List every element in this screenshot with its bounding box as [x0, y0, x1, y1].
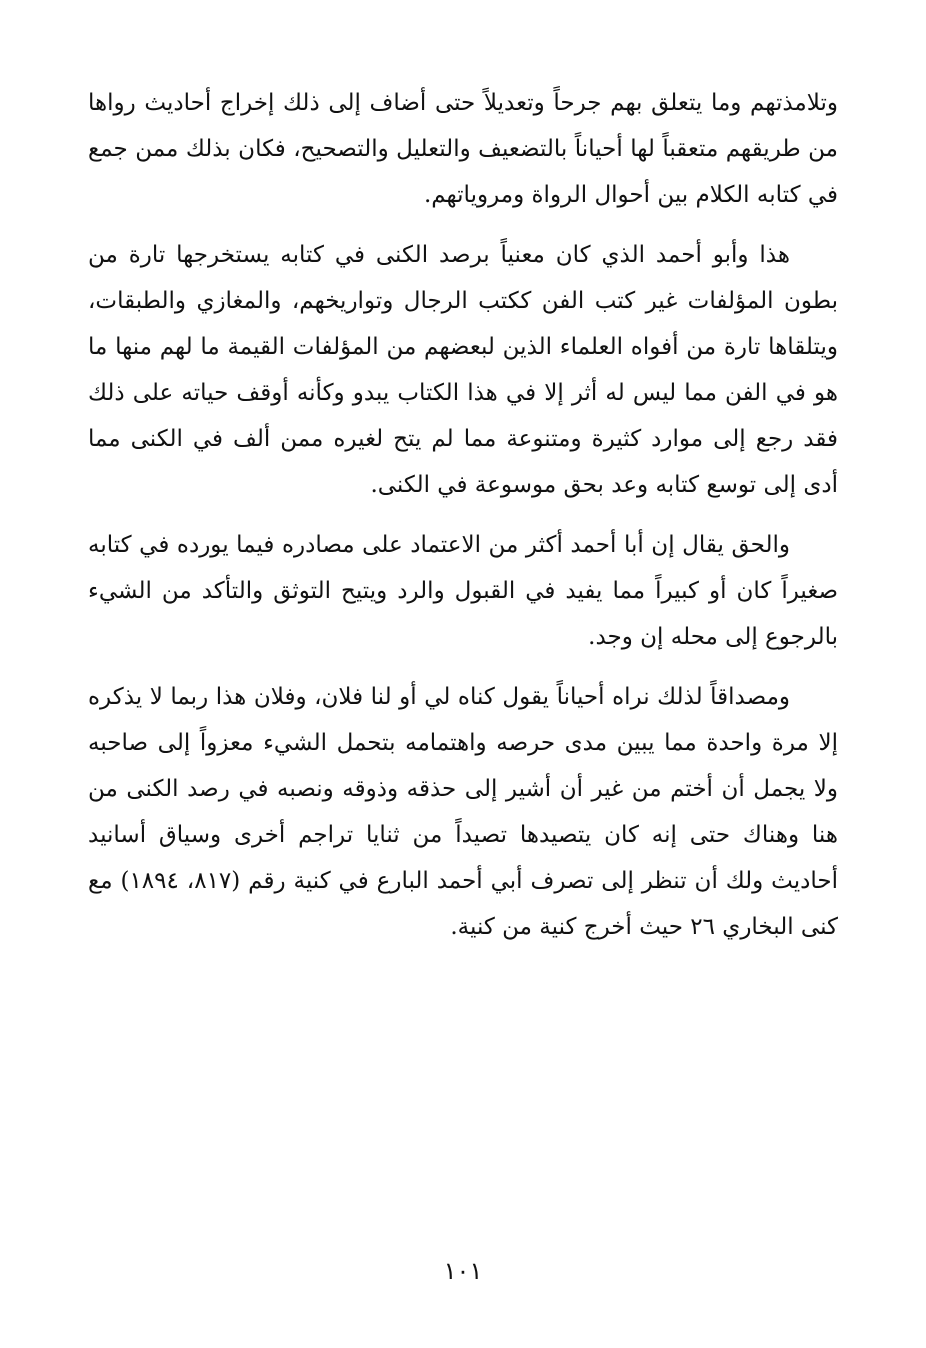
- paragraph-abu-ahmad-sources: هذا وأبو أحمد الذي كان معنياً برصد الكنى في كتابه يستخرجها تارة من بطون المؤلفات غير كتب الفن ككتب الرجال وتواريخهم، والمغازي والطبقات، ويتلقاها تارة من أفواه العلماء الذين لبعضهم من المؤلفات القيمة ما لهم منها ما هو في الفن مما ليس له أثر إلا في هذا الكتاب يبدو وكأنه أوقف حياته على ذلك فقد رجع إلى موارد كثيرة ومتنوعة مما لم يتح لغيره ممن ألف في الكنى مما أدى إلى توسع كتابه وعد بحق موسوعة في الكنى.: [88, 242, 838, 498]
- paragraph-evidence-examples: ومصداقاً لذلك نراه أحياناً يقول كناه لي أو لنا فلان، وفلان هذا ربما لا يذكره إلا مرة واحدة مما يبين مدى حرصه واهتمامه بتحمل الشيء معزواً إلى صاحبه ولا يجمل أن أختم من غير أن أشير إلى حذقه وذوقه ونصبه في رصد الكنى من هنا وهناك حتى إنه كان يتصيدها تصيداً من ثنايا تراجم أخرى وسياق أسانيد أحاديث ولك أن تنظر إلى تصرف أبي أحمد البارع في كنية رقم (٨١٧، ١٨٩٤) مع كنى البخاري ٢٦ حيث أخرج كنية من كنية.: [88, 684, 839, 940]
- page-number: ١٠١: [443, 1257, 483, 1285]
- body-text: [88, 80, 838, 964]
- paragraph-reliance-on-sources: والحق يقال إن أبا أحمد أكثر من الاعتماد على مصادره فيما يورده في كتابه صغيراً كان أو كبيراً مما يفيد في القبول والرد ويتيح التوثق والتأكد من الشيء بالرجوع إلى محله إن وجد.: [88, 532, 838, 650]
- paragraph-continuation: وتلامذتهم وما يتعلق بهم جرحاً وتعديلاً حتى أضاف إلى ذلك إخراج أحاديث رواها من طريقهم متعقباً لها أحياناً بالتضعيف والتعليل والتصحيح، فكان بذلك ممن جمع في كتابه الكلام بين أحوال الرواة ومروياتهم.: [88, 90, 838, 208]
